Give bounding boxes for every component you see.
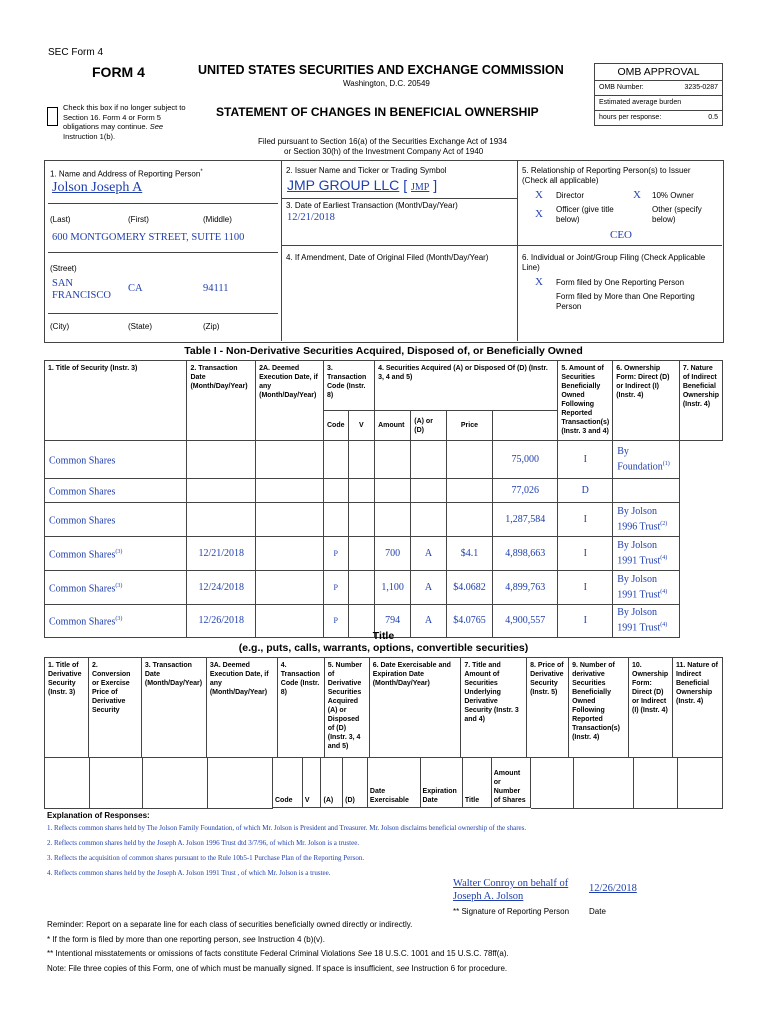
omb-number-label: OMB Number:	[599, 84, 644, 91]
row-date: 12/21/2018	[187, 537, 256, 571]
row-title: Common Shares$^{(3)}$	[45, 537, 187, 571]
footer-note: Note: File three copies of this Form, one of which must be manually signed. If space is insufficient, see Instruction 6 for procedure.	[47, 964, 508, 973]
officer-label: Officer (give title below)	[556, 205, 614, 224]
statement-title: STATEMENT OF CHANGES IN BENEFICIAL OWNERSHIP	[216, 105, 539, 119]
footnotes	[47, 824, 727, 884]
footnote-star1: * If the form is filed by more than one reporting person, see Instruction 4 (b)(v).	[47, 935, 325, 944]
more-person-label: Form filed by More than One Reporting Person	[556, 292, 695, 311]
form-title: FORM 4	[92, 64, 145, 80]
no-longer-subject-checkbox[interactable]	[47, 107, 58, 126]
row-date: 12/26/2018	[187, 605, 256, 638]
row-owned: 4,900,557	[493, 605, 558, 638]
row-code	[324, 503, 349, 537]
omb-title: OMB APPROVAL	[595, 64, 722, 81]
box4-label: 4. If Amendment, Date of Original Filed (Month/Day/Year)	[286, 253, 489, 262]
table2-subheader	[272, 757, 531, 808]
box2-label: 2. Issuer Name and Ticker or Trading Symbol	[286, 166, 447, 175]
signature-date-label: Date	[589, 907, 606, 916]
row-price	[446, 503, 493, 537]
hours-value: 0.5	[708, 114, 718, 121]
reminder: Reminder: Report on a separate line for each class of securities beneficially owned directly or indirectly.	[47, 920, 413, 929]
row-price: $4.0682	[446, 571, 493, 605]
signature-date: 12/26/2018	[589, 883, 637, 894]
row-title: Common Shares	[45, 441, 187, 479]
t1-ad: (A) or (D)	[411, 411, 446, 441]
omb-box	[594, 63, 723, 126]
row-nature	[613, 479, 680, 503]
row-ad: A	[411, 537, 446, 571]
t2-date-ex: Date Exercisable	[367, 758, 420, 808]
row-nature: By Jolson 1991 Trust$^{(4)}$	[613, 537, 680, 571]
row-deemed	[256, 479, 324, 503]
t1-h5: 5. Amount of Securities Beneficially Owned Following Reported Transaction(s) (Instr. 3 and 4)	[558, 361, 613, 441]
row-code: P	[324, 571, 349, 605]
row-deemed	[256, 503, 324, 537]
row-form: I	[558, 503, 613, 537]
state-label: (State)	[128, 322, 153, 331]
row-v	[348, 441, 375, 479]
row-form: D	[558, 479, 613, 503]
burden-label: Estimated average burden	[595, 96, 722, 111]
first-label: (First)	[128, 215, 149, 224]
table1-row	[45, 537, 723, 571]
t2-expiration: Expiration Date	[420, 758, 462, 808]
footnote-4: 4. Reflects common shares held by the Joseph A. Jolson 1991 Trust , of which Mr. Jolson is a trustee.	[47, 869, 331, 877]
t2-code: Code	[273, 758, 303, 808]
row-code: P	[324, 605, 349, 638]
box3-label: 3. Date of Earliest Transaction (Month/Day/Year)	[286, 201, 458, 210]
row-code: P	[324, 537, 349, 571]
footnote-1: 1. Reflects common shares held by The Jolson Family Foundation, of which Mr. Jolson is President and Treasurer. Mr. Jolson disclaims beneficial ownership of the shares.	[47, 824, 527, 832]
footnote-star2: ** Intentional misstatements or omissions of facts constitute Federal Criminal Violations See 18 U.S.C. 1001 and 15 U.S.C. 78ff(a).	[47, 949, 509, 958]
row-date	[187, 479, 256, 503]
t2-h5: 5. Number of Derivative Securities Acquired (A) or Disposed of (D) (Instr. 3, 4 and 5)	[324, 658, 369, 758]
row-price	[446, 441, 493, 479]
box1-label: 1. Name and Address of Reporting Person*	[50, 169, 203, 179]
row-amount	[375, 503, 411, 537]
table2	[44, 657, 723, 758]
table1	[44, 360, 723, 638]
row-amount: 1,100	[375, 571, 411, 605]
row-title: Common Shares	[45, 503, 187, 537]
row-price: $4.1	[446, 537, 493, 571]
row-code	[324, 479, 349, 503]
t1-h1: 1. Title of Security (Instr. 3)	[45, 361, 187, 441]
signature-label: ** Signature of Reporting Person	[453, 907, 570, 916]
t2-h6: 6. Date Exercisable and Expiration Date (Month/Day/Year)	[369, 658, 461, 758]
row-ad: A	[411, 571, 446, 605]
agency-title: UNITED STATES SECURITIES AND EXCHANGE COMMISSION	[198, 63, 564, 77]
officer-x[interactable]: X	[535, 208, 543, 220]
t2-h10: 10. Ownership Form: Direct (D) or Indirect (I) (Instr. 4)	[629, 658, 673, 758]
row-deemed	[256, 571, 324, 605]
t2-h4: 4. Transaction Code (Instr. 8)	[277, 658, 324, 758]
row-amount	[375, 479, 411, 503]
row-ad	[411, 503, 446, 537]
hours-label: hours per response:	[599, 114, 662, 121]
t2-h3: 3. Transaction Date (Month/Day/Year)	[141, 658, 206, 758]
row-owned: 77,026	[493, 479, 558, 503]
t1-h3: 3. Transaction Code (Instr. 8)	[324, 361, 375, 411]
t1-h6: 6. Ownership Form: Direct (D) or Indirect (I) (Instr. 4)	[613, 361, 680, 441]
row-owned: 75,000	[493, 441, 558, 479]
t2-h3a: 3A. Deemed Execution Date, if any (Month/Day/Year)	[206, 658, 277, 758]
row-owned: 4,898,663	[493, 537, 558, 571]
row-form: I	[558, 571, 613, 605]
t2-right-fill	[531, 757, 723, 809]
table1-row	[45, 571, 723, 605]
footnote-3: 3. Reflects the acquisition of common shares pursuant to the Rule 10b5-1 Purchase Plan of the Reporting Person.	[47, 854, 365, 862]
t1-h2a: 2A. Deemed Execution Date, if any (Month/Day/Year)	[256, 361, 324, 441]
reporting-person-name[interactable]: Jolson Joseph A	[52, 180, 143, 195]
row-nature: By Foundation$^{(1)}$	[613, 441, 680, 479]
zip-value: 94111	[203, 283, 229, 294]
filed-line-2: or Section 30(h) of the Investment Company Act of 1940	[284, 147, 484, 156]
t2-left-fill	[44, 757, 273, 809]
one-person-x[interactable]: X	[535, 276, 543, 288]
table1-title: Table I - Non-Derivative Securities Acquired, Disposed of, or Beneficially Owned	[184, 345, 583, 357]
row-nature: By Jolson 1991 Trust$^{(4)}$	[613, 571, 680, 605]
row-nature: By Jolson 1996 Trust$^{(2)}$	[613, 503, 680, 537]
row-owned: 4,899,763	[493, 571, 558, 605]
t2-h8: 8. Price of Derivative Security (Instr. 5)	[527, 658, 569, 758]
row-form: I	[558, 537, 613, 571]
row-title: Common Shares$^{(3)}$	[45, 605, 187, 638]
row-price	[446, 479, 493, 503]
row-v	[348, 537, 375, 571]
city-value: SAN FRANCISCO	[52, 278, 111, 301]
t1-price: Price	[446, 411, 493, 441]
owner-x[interactable]: X	[633, 189, 641, 201]
row-v	[348, 479, 375, 503]
agency-city: Washington, D.C. 20549	[343, 79, 430, 88]
explanation-heading: Explanation of Responses:	[47, 811, 150, 820]
row-date	[187, 441, 256, 479]
sec-form-label: SEC Form 4	[48, 47, 104, 58]
t2-h1: 1. Title of Derivative Security (Instr. 3)	[45, 658, 89, 758]
t2-h2: 2. Conversion or Exercise Price of Derivative Security	[88, 658, 141, 758]
street-value: 600 MONTGOMERY STREET, SUITE 1100	[52, 232, 245, 243]
table2-title: Title (e.g., puts, calls, warrants, options, convertible securities)	[238, 630, 529, 654]
row-owned: 1,287,584	[493, 503, 558, 537]
box6-label: 6. Individual or Joint/Group Filing (Check Applicable Line)	[522, 253, 706, 272]
city-label: (City)	[50, 322, 70, 331]
t1-h7: 7. Nature of Indirect Beneficial Ownership (Instr. 4)	[679, 361, 722, 441]
owner-label: 10% Owner	[652, 191, 694, 200]
zip-label: (Zip)	[203, 322, 220, 331]
row-ad	[411, 479, 446, 503]
row-v	[348, 503, 375, 537]
row-v	[348, 571, 375, 605]
table1-row	[45, 479, 723, 503]
checkbox-text: Check this box if no longer subject to Section 16. Form 4 or Form 5 obligations may continue. See Instruction 1(b).	[63, 103, 186, 141]
t2-d: (D)	[343, 758, 368, 808]
t2-a: (A)	[321, 758, 343, 808]
row-amount: 794	[375, 605, 411, 638]
row-ad: A	[411, 605, 446, 638]
t2-title: Title	[462, 758, 491, 808]
officer-title: CEO	[610, 229, 632, 241]
table1-row	[45, 441, 723, 479]
earliest-date: 12/21/2018	[287, 212, 335, 223]
row-form: I	[558, 441, 613, 479]
middle-label: (Middle)	[203, 215, 232, 224]
row-price: $4.0765	[446, 605, 493, 638]
t2-amount-shares: Amount or Number of Shares	[491, 758, 530, 808]
row-form: I	[558, 605, 613, 638]
t2-h11: 11. Nature of Indirect Beneficial Ownership (Instr. 4)	[672, 658, 722, 758]
row-amount: 700	[375, 537, 411, 571]
row-code	[324, 441, 349, 479]
director-x[interactable]: X	[535, 189, 543, 201]
t1-h2: 2. Transaction Date (Month/Day/Year)	[187, 361, 256, 441]
state-value: CA	[128, 283, 143, 294]
other-label: Other (specify below)	[652, 205, 702, 224]
t1-h4: 4. Securities Acquired (A) or Disposed Of (D) (Instr. 3, 4 and 5)	[375, 361, 558, 411]
row-title: Common Shares$^{(3)}$	[45, 571, 187, 605]
footnote-2: 2. Reflects common shares held by the Joseph A. Jolson 1996 Trust dtd 3/7/96, of which Mr. Jolson is a trustee.	[47, 839, 360, 847]
last-label: (Last)	[50, 215, 71, 224]
t2-v: V	[302, 758, 321, 808]
table1-body	[45, 441, 723, 638]
row-title: Common Shares	[45, 479, 187, 503]
issuer-name[interactable]: JMP GROUP LLC [ JMP ]	[287, 177, 438, 193]
t2-h9: 9. Number of derivative Securities Beneficially Owned Following Reported Transaction(s) (Instr. 4)	[569, 658, 629, 758]
one-person-label: Form filed by One Reporting Person	[556, 278, 685, 287]
row-nature: By Jolson 1991 Trust$^{(4)}$	[613, 605, 680, 638]
row-date	[187, 503, 256, 537]
street-label: (Street)	[50, 264, 77, 273]
t1-code: Code	[324, 411, 349, 441]
signature-name: Walter Conroy on behalf of Joseph A. Jolson	[453, 878, 569, 902]
row-deemed	[256, 441, 324, 479]
director-label: Director	[556, 191, 585, 200]
omb-number: 3235-0287	[684, 84, 718, 91]
t2-h7: 7. Title and Amount of Securities Underlying Derivative Security (Instr. 3 and 4)	[461, 658, 527, 758]
row-date: 12/24/2018	[187, 571, 256, 605]
t1-amount: Amount	[375, 411, 411, 441]
row-ad	[411, 441, 446, 479]
t1-v: V	[348, 411, 375, 441]
box5-label: 5. Relationship of Reporting Person(s) to Issuer (Check all applicable)	[522, 166, 691, 185]
table1-row	[45, 503, 723, 537]
filed-line-1: Filed pursuant to Section 16(a) of the Securities Exchange Act of 1934	[258, 137, 508, 146]
row-amount	[375, 441, 411, 479]
row-deemed	[256, 537, 324, 571]
